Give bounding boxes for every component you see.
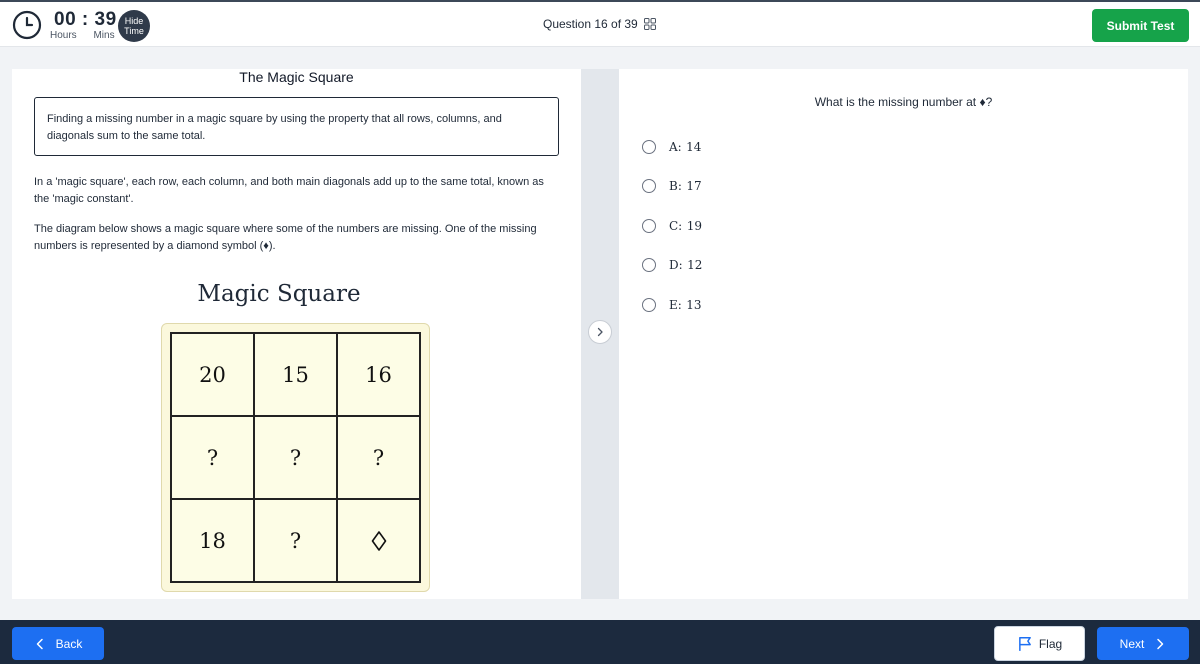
hours-label: Hours [50,30,77,41]
chevron-right-icon [1154,638,1166,650]
grid-icon [644,18,656,30]
timer-separator: : [81,9,89,30]
option-value: 14 [686,139,702,154]
passage-paragraph-2: The diagram below shows a magic square where some of the numbers are missing. One of the missing numbers is represented by a diamond symbol (♦). [34,223,537,252]
mins-label: Mins [93,30,115,41]
next-label: Next [1119,636,1145,651]
timer-hours: 00 [54,9,77,30]
submit-test-button[interactable]: Submit Test [1092,9,1189,42]
figure-title: Magic Square [197,281,361,307]
answer-option-b[interactable] [642,167,702,207]
magic-square-figure [161,323,430,592]
square-cell: ? [254,416,337,499]
flag-button[interactable] [994,626,1085,661]
hide-time-label-line1: Hide [124,16,144,26]
hide-time-button[interactable] [118,10,150,42]
question-navigator[interactable] [543,17,656,31]
passage-paragraph-1: In a 'magic square', each row, each column, and both main diagonals add up to the same total, known as the 'magic constant'. [34,176,544,205]
option-value: 13 [686,297,702,312]
option-value: 19 [686,218,702,233]
timer-minutes: 39 [94,9,117,30]
option-letter: A: [669,139,682,154]
radio-button[interactable] [642,298,656,312]
option-value: 17 [686,179,702,194]
option-letter: E: [669,297,682,312]
square-cell: 20 [171,333,254,416]
magic-square-grid [170,332,421,583]
flag-icon [1017,636,1033,652]
passage-panel [12,69,581,599]
diamond-icon [371,530,387,552]
question-panel [619,69,1188,599]
answer-option-e[interactable] [642,285,702,325]
option-letter: B: [669,179,682,194]
passage-summary: Finding a missing number in a magic square by using the property that all rows, columns, and diagonals sum to the same total. [34,97,559,156]
timer-display [54,9,117,31]
chevron-right-icon [595,327,605,337]
square-cell: 16 [337,333,420,416]
square-cell: 18 [171,499,254,582]
square-cell-diamond [337,499,420,582]
square-cell: ? [337,416,420,499]
radio-button[interactable] [642,258,656,272]
back-button[interactable] [12,627,104,660]
option-letter: C: [669,218,683,233]
radio-button[interactable] [642,179,656,193]
chevron-left-icon [34,638,46,650]
top-bar [0,0,1200,47]
back-label: Back [55,636,83,651]
flag-label: Flag [1038,636,1063,651]
clock-icon [12,10,42,40]
panel-divider [581,69,619,599]
answer-options [642,127,702,325]
timer-units [50,30,129,41]
expand-panel-button[interactable] [588,320,612,344]
bottom-bar [0,620,1200,664]
question-counter-label: Question 16 of 39 [543,17,638,31]
radio-button[interactable] [642,140,656,154]
radio-button[interactable] [642,219,656,233]
square-cell: ? [171,416,254,499]
answer-option-d[interactable] [642,246,702,286]
answer-option-a[interactable] [642,127,702,167]
square-cell: ? [254,499,337,582]
next-button[interactable] [1097,627,1189,660]
square-cell: 15 [254,333,337,416]
answer-option-c[interactable] [642,206,702,246]
passage-title: The Magic Square [239,69,354,85]
option-value: 12 [687,258,703,273]
option-letter: D: [669,258,683,273]
hide-time-label-line2: Time [124,26,144,36]
question-text: What is the missing number at ♦? [814,95,993,109]
